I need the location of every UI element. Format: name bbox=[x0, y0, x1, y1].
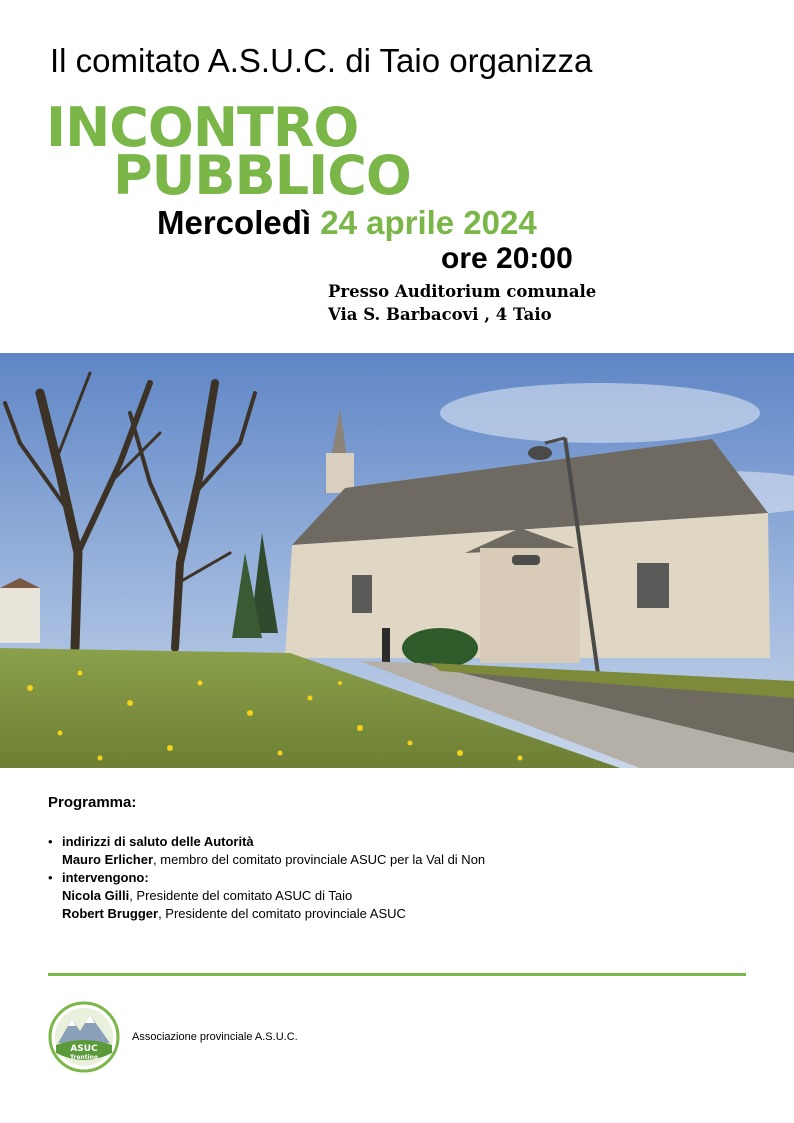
event-title-line2: PUBBLICO bbox=[113, 144, 411, 207]
divider bbox=[48, 973, 746, 976]
association-name: Associazione provinciale A.S.U.C. bbox=[132, 1031, 298, 1043]
asuc-logo bbox=[48, 1001, 120, 1073]
program-list bbox=[48, 833, 748, 923]
organizer-line: Il comitato A.S.U.C. di Taio organizza bbox=[50, 42, 593, 79]
bullet-icon: • bbox=[48, 834, 53, 849]
logo-text-bottom: Trentino bbox=[69, 1054, 99, 1061]
event-day: Mercoledì bbox=[157, 204, 312, 241]
speaker-role: , Presidente del comitato ASUC di Taio bbox=[129, 888, 353, 903]
speaker-line bbox=[48, 851, 748, 869]
church-photo bbox=[0, 353, 794, 768]
program-title: Programma: bbox=[48, 794, 137, 811]
event-venue bbox=[328, 280, 596, 326]
bullet-icon: • bbox=[48, 870, 53, 885]
program-item-heading: indirizzi di saluto delle Autorità bbox=[62, 834, 254, 849]
venue-line1: Presso Auditorium comunale bbox=[328, 282, 597, 301]
event-title-line1: INCONTRO bbox=[46, 96, 359, 159]
event-date: 24 aprile 2024 bbox=[320, 204, 537, 241]
speaker-line bbox=[48, 905, 748, 923]
speaker-role: , Presidente del comitato provinciale ASUC bbox=[158, 906, 406, 921]
event-time: ore 20:00 bbox=[441, 242, 573, 275]
speaker-name: Mauro Erlicher bbox=[62, 852, 154, 867]
list-item bbox=[48, 869, 748, 887]
speaker-name: Robert Brugger bbox=[62, 906, 159, 921]
list-item bbox=[48, 833, 748, 851]
speaker-name: Nicola Gilli bbox=[62, 888, 130, 903]
logo-text-top: ASUC bbox=[70, 1044, 98, 1054]
venue-line2: Via S. Barbacovi , 4 Taio bbox=[328, 305, 552, 324]
speaker-role: , membro del comitato provinciale ASUC per la Val di Non bbox=[153, 852, 486, 867]
speaker-line bbox=[48, 887, 748, 905]
event-date-line bbox=[157, 204, 537, 242]
program-item-heading: intervengono: bbox=[62, 870, 149, 885]
